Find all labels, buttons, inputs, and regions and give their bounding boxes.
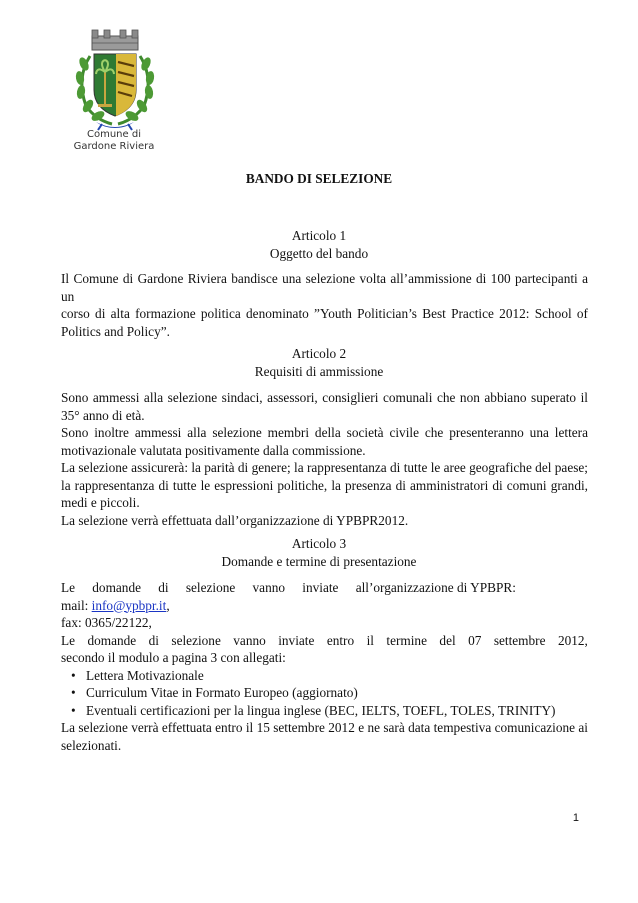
word: Le	[61, 632, 76, 648]
article-1-heading: Articolo 1	[291, 228, 347, 243]
article-2-header	[0, 345, 638, 380]
word: 2012,	[557, 632, 588, 648]
article-3-closing	[61, 719, 588, 754]
word: Le	[61, 580, 76, 595]
list-item: • Curriculum Vitae in Formato Europeo (aggiornato)	[61, 684, 556, 702]
article-3-line-4	[61, 632, 588, 650]
logo-caption-line2: Gardone Riviera	[73, 141, 155, 152]
email-link[interactable]: info@ypbpr.it	[91, 597, 167, 613]
article-2-line: la rappresentanza di tutte le espressioni politiche, la presenza di amministratori di comuni grandi,	[61, 477, 588, 493]
word: domande	[87, 632, 137, 648]
article-1-body	[61, 270, 588, 340]
mail-line	[61, 597, 588, 615]
word: del	[439, 632, 456, 648]
word: vanno	[233, 632, 266, 648]
word: termine	[386, 632, 427, 648]
word: inviate	[278, 632, 315, 648]
word: all’organizzazione di YPBPR:	[355, 580, 516, 595]
mail-label: mail:	[61, 597, 92, 613]
word: inviate	[302, 580, 339, 595]
article-2-heading: Articolo 2	[291, 346, 347, 361]
word: selezione	[185, 580, 236, 595]
article-2-line: Sono inoltre ammessi alla selezione membri della società civile che presenteranno una lettera	[61, 425, 588, 440]
list-item: • Lettera Motivazionale	[61, 667, 556, 685]
word: di	[148, 632, 159, 648]
logo-caption	[66, 129, 162, 153]
article-1-subheading: Oggetto del bando	[269, 245, 369, 261]
article-2-line: medi e piccoli.	[61, 495, 140, 510]
attachments-list	[61, 667, 556, 720]
word: settembre	[493, 632, 546, 648]
article-2-body	[61, 389, 588, 529]
word: domande	[92, 580, 142, 595]
article-1-header	[0, 227, 638, 262]
article-2-line: La selezione verrà effettuata dall’organizzazione di YPBPR2012.	[61, 512, 409, 528]
article-2-line: 35° anno di età.	[61, 407, 145, 423]
article-3-line-5	[61, 649, 588, 667]
article-3-subheading: Domande e termine di presentazione	[221, 553, 417, 569]
closing-line: selezionati.	[61, 737, 122, 753]
coat-of-arms-icon	[72, 28, 158, 132]
article-3-contacts	[61, 597, 588, 632]
article-1-line: Politics and Policy”.	[61, 323, 170, 339]
article-2-line: Sono ammessi alla selezione sindaci, assessori, consiglieri comunali che non abbiano superato il	[61, 390, 588, 405]
article-2-line: motivazionale valutata positivamente dalla commissione.	[61, 442, 366, 458]
article-1-line: corso di alta formazione politica denominato ”Youth Politician’s Best Practice 2012: School of	[61, 306, 588, 321]
article-3-heading: Articolo 3	[291, 536, 347, 551]
word: di	[158, 580, 169, 595]
fax-line: fax: 0365/22122,	[61, 615, 152, 630]
article-2-subheading: Requisiti di ammissione	[254, 363, 384, 379]
logo-caption-line1: Comune di	[87, 129, 141, 140]
article-1-line: Il Comune di Gardone Riviera bandisce una selezione volta all’ammissione di 100 partecipanti a un	[61, 271, 588, 304]
mail-suffix: ,	[166, 597, 170, 613]
word: entro	[326, 632, 355, 648]
word: 07	[468, 632, 482, 648]
word: il	[366, 632, 374, 648]
list-item: • Eventuali certificazioni per la lingua inglese (BEC, IELTS, TOEFL, TOLES, TRINITY)	[61, 702, 556, 720]
article-3-header	[0, 535, 638, 570]
article-3-attachments-intro: secondo il modulo a pagina 3 con allegati:	[61, 650, 286, 665]
document-title: BANDO DI SELEZIONE	[245, 171, 393, 186]
article-2-line: La selezione assicurerà: la parità di genere; la rappresentanza di tutte le aree geografiche del paese;	[61, 460, 588, 475]
article-3-line-1	[61, 579, 516, 597]
word: selezione	[171, 632, 221, 648]
word: vanno	[252, 580, 286, 595]
page-number: 1	[572, 812, 579, 824]
closing-line: La selezione verrà effettuata entro il 15 settembre 2012 e ne sarà data tempestiva comunicazione ai	[61, 720, 588, 735]
